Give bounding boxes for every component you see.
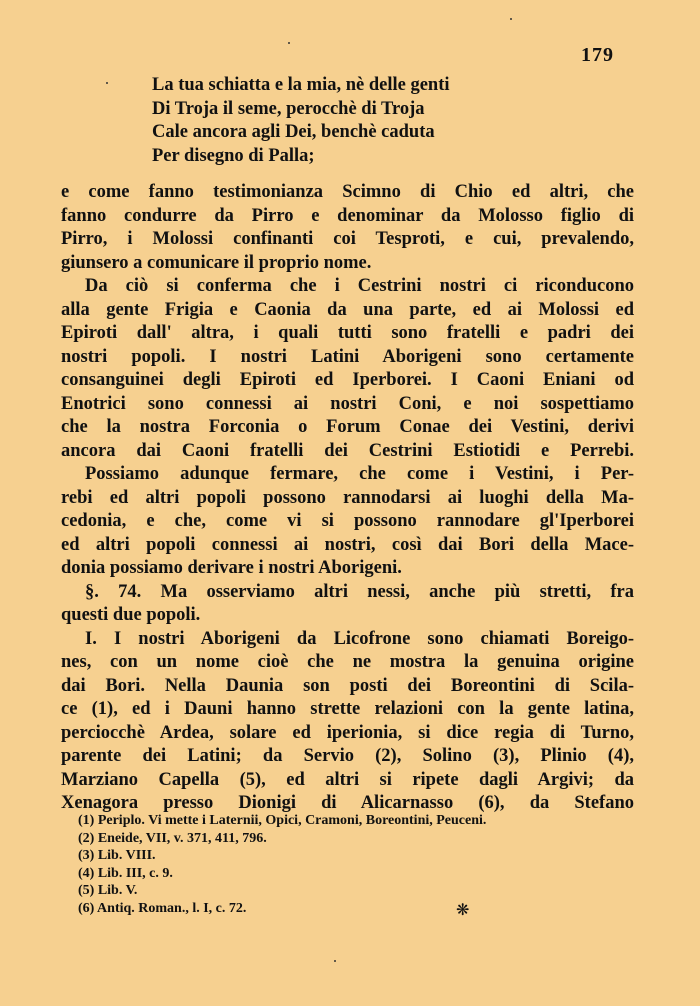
text-line: dai Bori. Nella Daunia son posti dei Boreontini di Scila- <box>61 675 634 696</box>
text-line: che la nostra Forconia o Forum Conae dei Vestini, derivi <box>61 417 634 437</box>
text-line: consanguinei degli Epiroti ed Iperborei. I Caoni Eniani od <box>61 370 634 390</box>
footnote: (5) Lib. V. <box>78 883 138 898</box>
text-line: Enotrici sono connessi ai nostri Coni, e noi sospettiamo <box>61 393 634 414</box>
text-line: nostri popoli. I nostri Latini Aborigeni sono certamente <box>61 346 634 367</box>
text-line: ed altri popoli connessi ai nostri, così dai Bori della Mace- <box>61 534 634 555</box>
text-line: rebi ed altri popoli possono rannodarsi ai luoghi della Ma- <box>61 487 634 508</box>
text-line: ancora dai Caoni fratelli dei Cestrini Estiotidi e Perrebi. <box>61 440 634 461</box>
paragraph <box>61 581 634 628</box>
text-line: §. 74. Ma osserviamo altri nessi, anche più stretti, fra <box>85 581 634 602</box>
verse-line: Di Troja il seme, perocchè di Troja <box>152 98 425 119</box>
footnote: (6) Antiq. Roman., l. I, c. 72. <box>78 900 247 916</box>
paragraph <box>61 628 634 816</box>
text-line: fanno condurre da Pirro e denominar da Molosso figlio di <box>61 205 634 226</box>
verse-quote <box>152 74 552 168</box>
text-line: alla gente Frigia e Caonia da una parte, ed ai Molossi ed <box>61 299 634 320</box>
text-line: Possiamo adunque fermare, che come i Vestini, i Per- <box>85 464 634 484</box>
text-line: I. I nostri Aborigeni da Licofrone sono chiamati Boreigo- <box>85 628 634 649</box>
paragraph <box>61 181 634 275</box>
text-line: cedonia, e che, come vi si possono rannodare gl'Iperborei <box>61 511 634 531</box>
verse-line: La tua schiatta e la mia, nè delle genti <box>152 75 450 95</box>
print-speck <box>106 82 108 84</box>
footnote: (2) Eneide, VII, v. 371, 411, 796. <box>78 830 267 846</box>
text-line: Xenagora presso Dionigi di Alicarnasso (6), da Stefano <box>61 793 634 813</box>
footnotes <box>78 812 598 917</box>
text-line: Da ciò si conferma che i Cestrini nostri ci riconducono <box>85 276 634 296</box>
body-text <box>61 181 634 816</box>
print-speck <box>334 960 336 962</box>
verse-line: Per disegno di Palla; <box>152 145 315 166</box>
text-line: Epiroti dall' altra, i quali tutti sono fratelli e padri dei <box>61 323 634 343</box>
text-line: giunsero a comunicare il proprio nome. <box>61 252 372 273</box>
text-line: parente dei Latini; da Servio (2), Solino (3), Plinio (4), <box>61 746 634 766</box>
text-line: Marziano Capella (5), ed altri si ripete dagli Argivi; da <box>61 769 634 790</box>
paragraph <box>61 275 634 463</box>
footnote: (1) Periplo. Vi mette i Laternii, Opici, Cramoni, Boreontini, Peuceni. <box>78 813 487 828</box>
page-number: 179 <box>581 44 614 66</box>
text-line: questi due popoli. <box>61 605 201 625</box>
text-line: donia possiamo derivare i nostri Aborigeni. <box>61 558 402 578</box>
footnote: (4) Lib. III, c. 9. <box>78 865 173 881</box>
print-speck <box>510 18 512 20</box>
footnote: (3) Lib. VIII. <box>78 848 156 863</box>
print-speck <box>288 42 290 44</box>
text-line: nes, con un nome cioè che ne mostra la genuina origine <box>61 652 634 672</box>
text-line: Pirro, i Molossi confinanti coi Tesproti, e cui, prevalendo, <box>61 229 634 249</box>
text-line: e come fanno testimonianza Scimno di Chio ed altri, che <box>61 182 634 202</box>
text-line: ce (1), ed i Dauni hanno strette relazioni con la gente latina, <box>61 699 634 719</box>
verse-line: Cale ancora agli Dei, benchè caduta <box>152 122 435 142</box>
ornament-icon: ❋ <box>456 902 470 919</box>
paragraph <box>61 463 634 581</box>
text-line: perciocchè Ardea, solare ed iperionia, si dice regia di Turno, <box>61 722 634 743</box>
